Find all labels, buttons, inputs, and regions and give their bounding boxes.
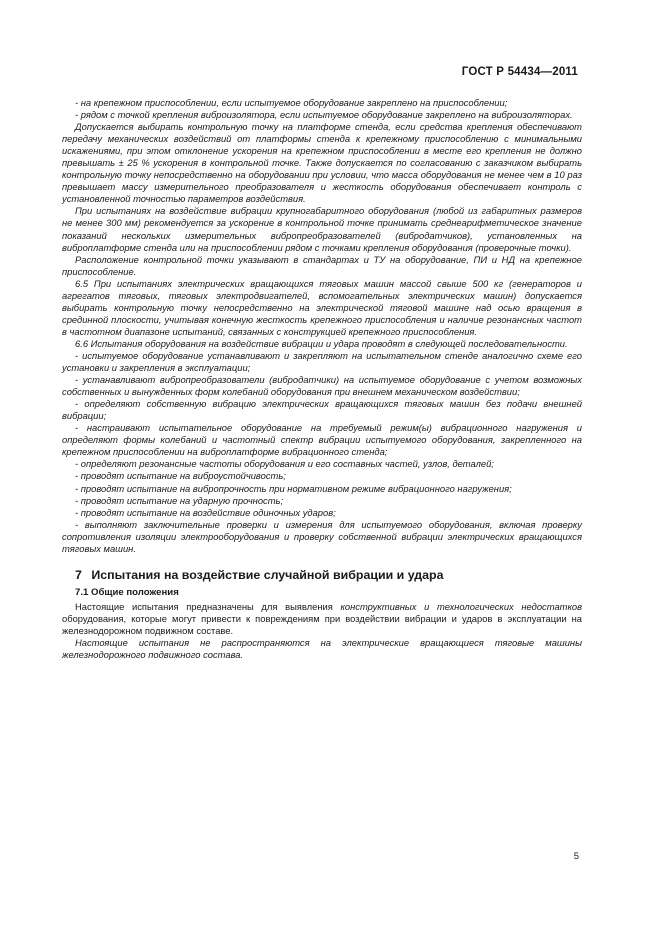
page-number: 5 [573,850,579,861]
body-paragraph: - устанавливают вибропреобразователи (вибродатчики) на испытуемое оборудование с учетом возможных собственных и вынужденных форм колебаний оборудования при внешнем механическом воздействии; [62,374,582,398]
body-paragraph: - рядом с точкой крепления виброизолятора, если испытуемое оборудование закреплено на виброизоляторах. [75,109,573,121]
section-paragraph: Настоящие испытания не распространяются на электрические вращающиеся тяговые машины железнодорожного подвижного состава. [62,637,582,661]
paragraph-list [62,97,582,555]
body-paragraph: - проводят испытание на ударную прочность; [75,494,284,506]
body-paragraph: - проводят испытание на виброустойчивость; [75,470,286,482]
body-paragraph: - определяют резонансные частоты оборудования и его составных частей, узлов, деталей; [75,458,494,470]
document-body [62,97,582,661]
body-paragraph: При испытаниях на воздействие вибрации крупногабаритного оборудования (любой из габаритных размеров не менее 300 мм) рекомендуется за ускорение в контрольной точке принимать среднеарифметическое значение показаний нескольких измерительных вибропреобразователей (вибродатчиков), установленных на виброплатформе стенда или на приспособлении рядом с точками крепления оборудования (проверочные точки). [62,205,582,253]
section-number: 7 [75,567,82,582]
body-paragraph: 6.5 При испытаниях электрических вращающихся тяговых машин массой свыше 500 кг (генераторов и агрегатов тяговых, тяговых электродвигателей, вспомогательных электрических машин) допускается выбирать контрольную точку непосредственно на электрической тяговой машине над осью вращения в срединной плоскости, учитывая конечную жесткость крепежного приспособления и наличие резонансных частот в частотном диапазоне испытаний, связанных с конструкцией крепежного приспособления. [62,277,582,337]
body-paragraph: - на крепежном приспособлении, если испытуемое оборудование закреплено на приспособлении; [75,97,508,108]
paragraph-text: оборудования, которые могут привести к повреждениям при воздействии вибрации и ударов в эксплуатации на железнодорожном подвижном составе. [62,612,582,636]
body-paragraph: - выполняют заключительные проверки и измерения для испытуемого оборудования, включая проверку сопротивления изоляции электрооборудования и проверку собственной вибрации электрических вращающихся тяговых машин. [62,518,582,554]
body-paragraph: - проводят испытание на воздействие одиночных ударов; [75,506,336,518]
body-paragraph: 6.6 Испытания оборудования на воздействие вибрации и удара проводят в следующей последовательности. [75,337,568,349]
section-heading [75,569,582,581]
section-paragraph [62,601,582,637]
body-paragraph: Расположение контрольной точки указывают в стандартах и ТУ на оборудование, ПИ и НД на крепежное приспособление. [62,253,582,277]
body-paragraph: - настраивают испытательное оборудование на требуемый режим(ы) вибрационного нагружения и определяют формы колебаний и частотный спектр вибрации испытуемого оборудования, закрепленного на крепежном приспособлении на виброплатформе вибрационного стенда; [62,422,582,458]
section-title: Испытания на воздействие случайной вибрации и удара [91,567,444,582]
body-paragraph: Допускается выбирать контрольную точку на платформе стенда, если средства крепления обеспечивают передачу механических воздействий от платформы стенда к крепежному приспособлению с минимальными искажениями, при этом отклонение ускорения на крепежном приспособлении в месте его крепления не должно превышать ± 25 % ускорения в контрольной точке. Также допускается по согласованию с заказчиком выбирать контрольную точку непосредственно на оборудовании при условии, что масса оборудования не менее чем в 10 раз превышает массу измерительного преобразователя и жесткость оборудования обеспечивает контроль с установленной точностью параметров воздействия. [62,121,582,205]
document-code: ГОСТ Р 54434—2011 [461,66,578,78]
paragraph-text: Настоящие испытания предназначены для выявления [75,600,341,612]
paragraph-italic-text: конструктивных и технологических недостатков [340,600,582,612]
subsection-heading: 7.1 Общие положения [75,586,179,598]
body-paragraph: - испытуемое оборудование устанавливают и закрепляют на испытательном стенде аналогично схеме его установки и закрепления в эксплуатации; [62,349,582,374]
body-paragraph: - определяют собственную вибрацию электрических вращающихся тяговых машин без подачи внешней вибрации; [62,398,582,422]
body-paragraph: - проводят испытание на вибропрочность при нормативном режиме вибрационного нагружения; [75,482,512,494]
